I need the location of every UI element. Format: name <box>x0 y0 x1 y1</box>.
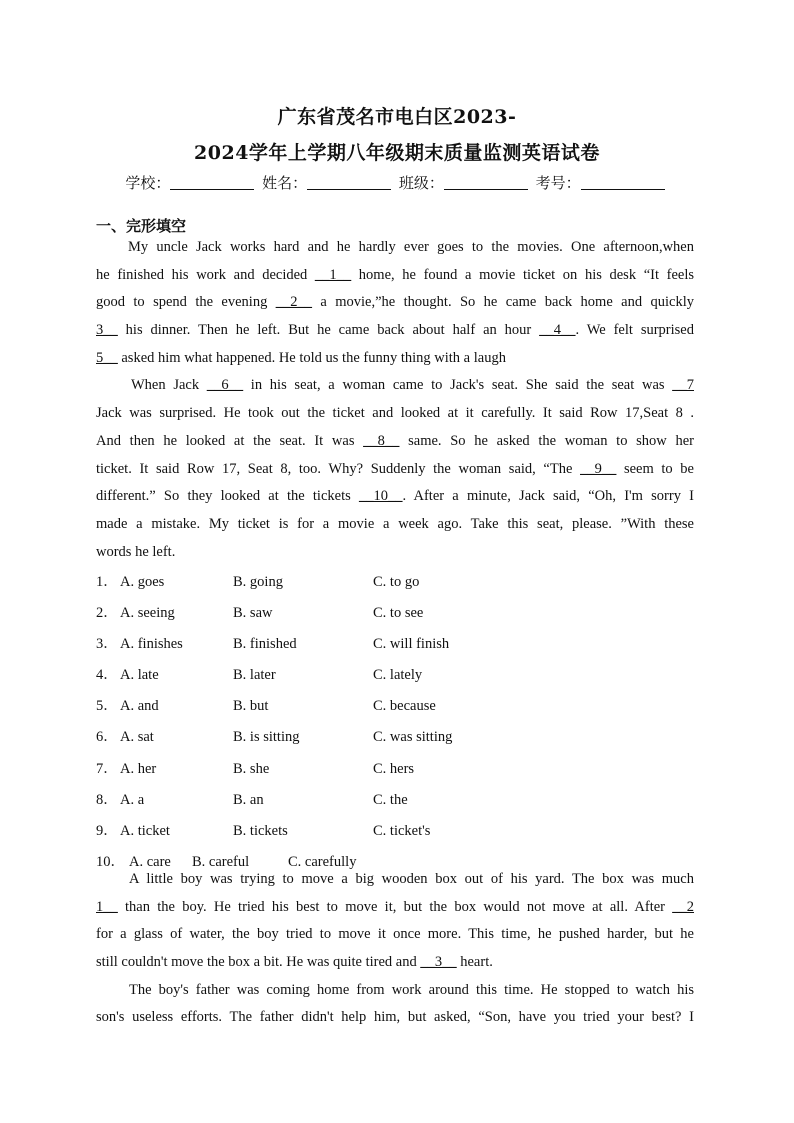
passage-line: 5__ asked him what happened. He told us the funny thing with a laugh <box>96 349 506 366</box>
option-c[interactable]: C. carefully <box>288 853 357 870</box>
option-c[interactable]: C. hers <box>373 760 415 777</box>
question-number: 1． <box>96 574 118 590</box>
option-b[interactable]: B. but <box>233 698 269 715</box>
question-number: 7． <box>96 760 118 777</box>
passage-line: And then he looked at the seat. It was __8__ same. So he asked the woman to show her <box>96 432 694 449</box>
blank-1: __1__ <box>314 266 352 283</box>
option-a[interactable]: A. finishes <box>120 636 183 653</box>
blank-9: __9__ <box>580 460 617 477</box>
blank-2: __2 <box>672 898 694 915</box>
question-number: 2． <box>96 605 118 622</box>
blank-3: __3__ <box>420 954 457 971</box>
option-b[interactable]: B. careful <box>192 853 250 870</box>
passage-line: My uncle Jack works hard and he hardly ever goes to the movies. One afternoon,when <box>128 239 694 255</box>
option-b[interactable]: B. saw <box>233 605 273 622</box>
question-number: 6． <box>96 729 118 746</box>
option-c[interactable]: C. was sitting <box>373 729 453 746</box>
option-b[interactable]: B. is sitting <box>233 729 300 746</box>
option-b[interactable]: B. going <box>233 574 283 590</box>
option-c[interactable]: C. to see <box>373 605 424 622</box>
option-a[interactable]: A. her <box>120 760 157 777</box>
blank-7: __7 <box>672 377 694 394</box>
question-number: 10． <box>96 853 125 870</box>
question-row-5 <box>96 691 596 722</box>
question-row-6 <box>96 722 596 753</box>
blank-1: 1__ <box>96 898 118 915</box>
passage-line: for a glass of water, the boy tried to move it once more. This time, he pushed harder, but he <box>96 926 694 943</box>
name-label: 姓名： <box>262 176 308 192</box>
option-b[interactable]: B. later <box>233 667 276 684</box>
blank-3: 3__ <box>96 322 118 339</box>
passage-2 <box>96 866 694 1032</box>
passage-line: he finished his work and decided __1__ home, he found a movie ticket on his desk “It feels <box>96 266 694 283</box>
question-row-9 <box>96 816 596 847</box>
exam-title-line1: 广东省茂名市电白区2023- <box>277 106 517 128</box>
blank-2: __2__ <box>275 294 312 311</box>
question-row-2 <box>96 598 596 629</box>
passage-line: When Jack __6__ in his seat, a woman came to Jack's seat. She said the seat was __7 <box>131 377 694 394</box>
option-a[interactable]: A. and <box>120 698 159 715</box>
option-a[interactable]: A. seeing <box>120 605 175 622</box>
student-info-line <box>0 172 794 193</box>
option-c[interactable]: C. ticket's <box>373 822 431 839</box>
option-b[interactable]: B. finished <box>233 636 297 653</box>
question-row-4 <box>96 660 596 691</box>
passage-line: good to spend the evening __2__ a movie,”he thought. So he came back home and quickly <box>96 294 694 311</box>
school-blank[interactable] <box>170 175 254 190</box>
option-c[interactable]: C. the <box>373 791 408 808</box>
class-blank[interactable] <box>444 175 528 190</box>
class-label: 班级： <box>398 176 444 192</box>
exam-number-blank[interactable] <box>581 175 665 190</box>
passage-line: different.” So they looked at the tickets __10__. After a minute, Jack said, “Oh, I'm sorry I <box>96 488 694 505</box>
passage-line: words he left. <box>96 543 176 560</box>
exam-title-line2: 2024学年上学期八年级期末质量监测英语试卷 <box>194 142 600 164</box>
option-a[interactable]: A. goes <box>120 574 165 590</box>
school-label: 学校： <box>125 176 171 192</box>
option-b[interactable]: B. she <box>233 760 270 777</box>
option-c[interactable]: C. lately <box>373 667 423 684</box>
option-c[interactable]: C. because <box>373 698 436 715</box>
option-a[interactable]: A. a <box>120 791 145 808</box>
passage-line: ticket. It said Row 17, Seat 8, too. Why? Suddenly the woman said, “The __9__ seem to be <box>96 460 694 477</box>
option-c[interactable]: C. will finish <box>373 636 450 653</box>
name-blank[interactable] <box>307 175 391 190</box>
passage-line: 1__ than the boy. He tried his best to move it, but the box would not move at all. After __2 <box>96 898 694 915</box>
question-number: 3． <box>96 636 118 653</box>
option-a[interactable]: A. sat <box>120 729 154 746</box>
passage-line: made a mistake. My ticket is for a movie a week ago. Take this seat, please. ”With these <box>96 515 694 532</box>
option-c[interactable]: C. to go <box>373 574 420 590</box>
passage-line: 3__ his dinner. Then he left. But he came back about half an hour __4__. We felt surprised <box>96 322 694 339</box>
blank-4: __4__ <box>539 322 576 339</box>
blank-5: 5__ <box>96 349 118 366</box>
blank-6: __6__ <box>206 377 244 394</box>
passage-line: son's useless efforts. The father didn't help him, but asked, “Son, have you tried your best? I <box>96 1009 694 1026</box>
question-row-7 <box>96 754 596 785</box>
passage-1 <box>96 234 694 566</box>
option-a[interactable]: A. late <box>120 667 159 684</box>
section-heading: 一、完形填空 <box>96 217 187 235</box>
question-number: 4． <box>96 667 118 684</box>
passage-line: A little boy was trying to move a big wooden box out of his yard. The box was much <box>129 871 694 887</box>
option-a[interactable]: A. care <box>129 853 171 870</box>
blank-8: __8__ <box>363 432 400 449</box>
passage-line: The boy's father was coming home from work around this time. He stopped to watch his <box>129 981 694 998</box>
question-row-3 <box>96 629 596 660</box>
passage-line: still couldn't move the box a bit. He was quite tired and __3__ heart. <box>96 954 493 971</box>
passage-line: Jack was surprised. He took out the ticket and looked at it carefully. It said Row 17,Seat 8 . <box>96 405 694 422</box>
blank-10: __10__ <box>358 488 403 505</box>
question-row-8 <box>96 785 596 816</box>
question-number: 9． <box>96 822 118 839</box>
option-b[interactable]: B. tickets <box>233 822 288 839</box>
option-a[interactable]: A. ticket <box>120 822 170 839</box>
exam-number-label: 考号： <box>535 176 581 192</box>
question-row-1 <box>96 567 596 598</box>
question-number: 5． <box>96 698 118 715</box>
option-b[interactable]: B. an <box>233 791 264 808</box>
question-number: 8． <box>96 791 118 808</box>
answer-options <box>96 567 596 878</box>
